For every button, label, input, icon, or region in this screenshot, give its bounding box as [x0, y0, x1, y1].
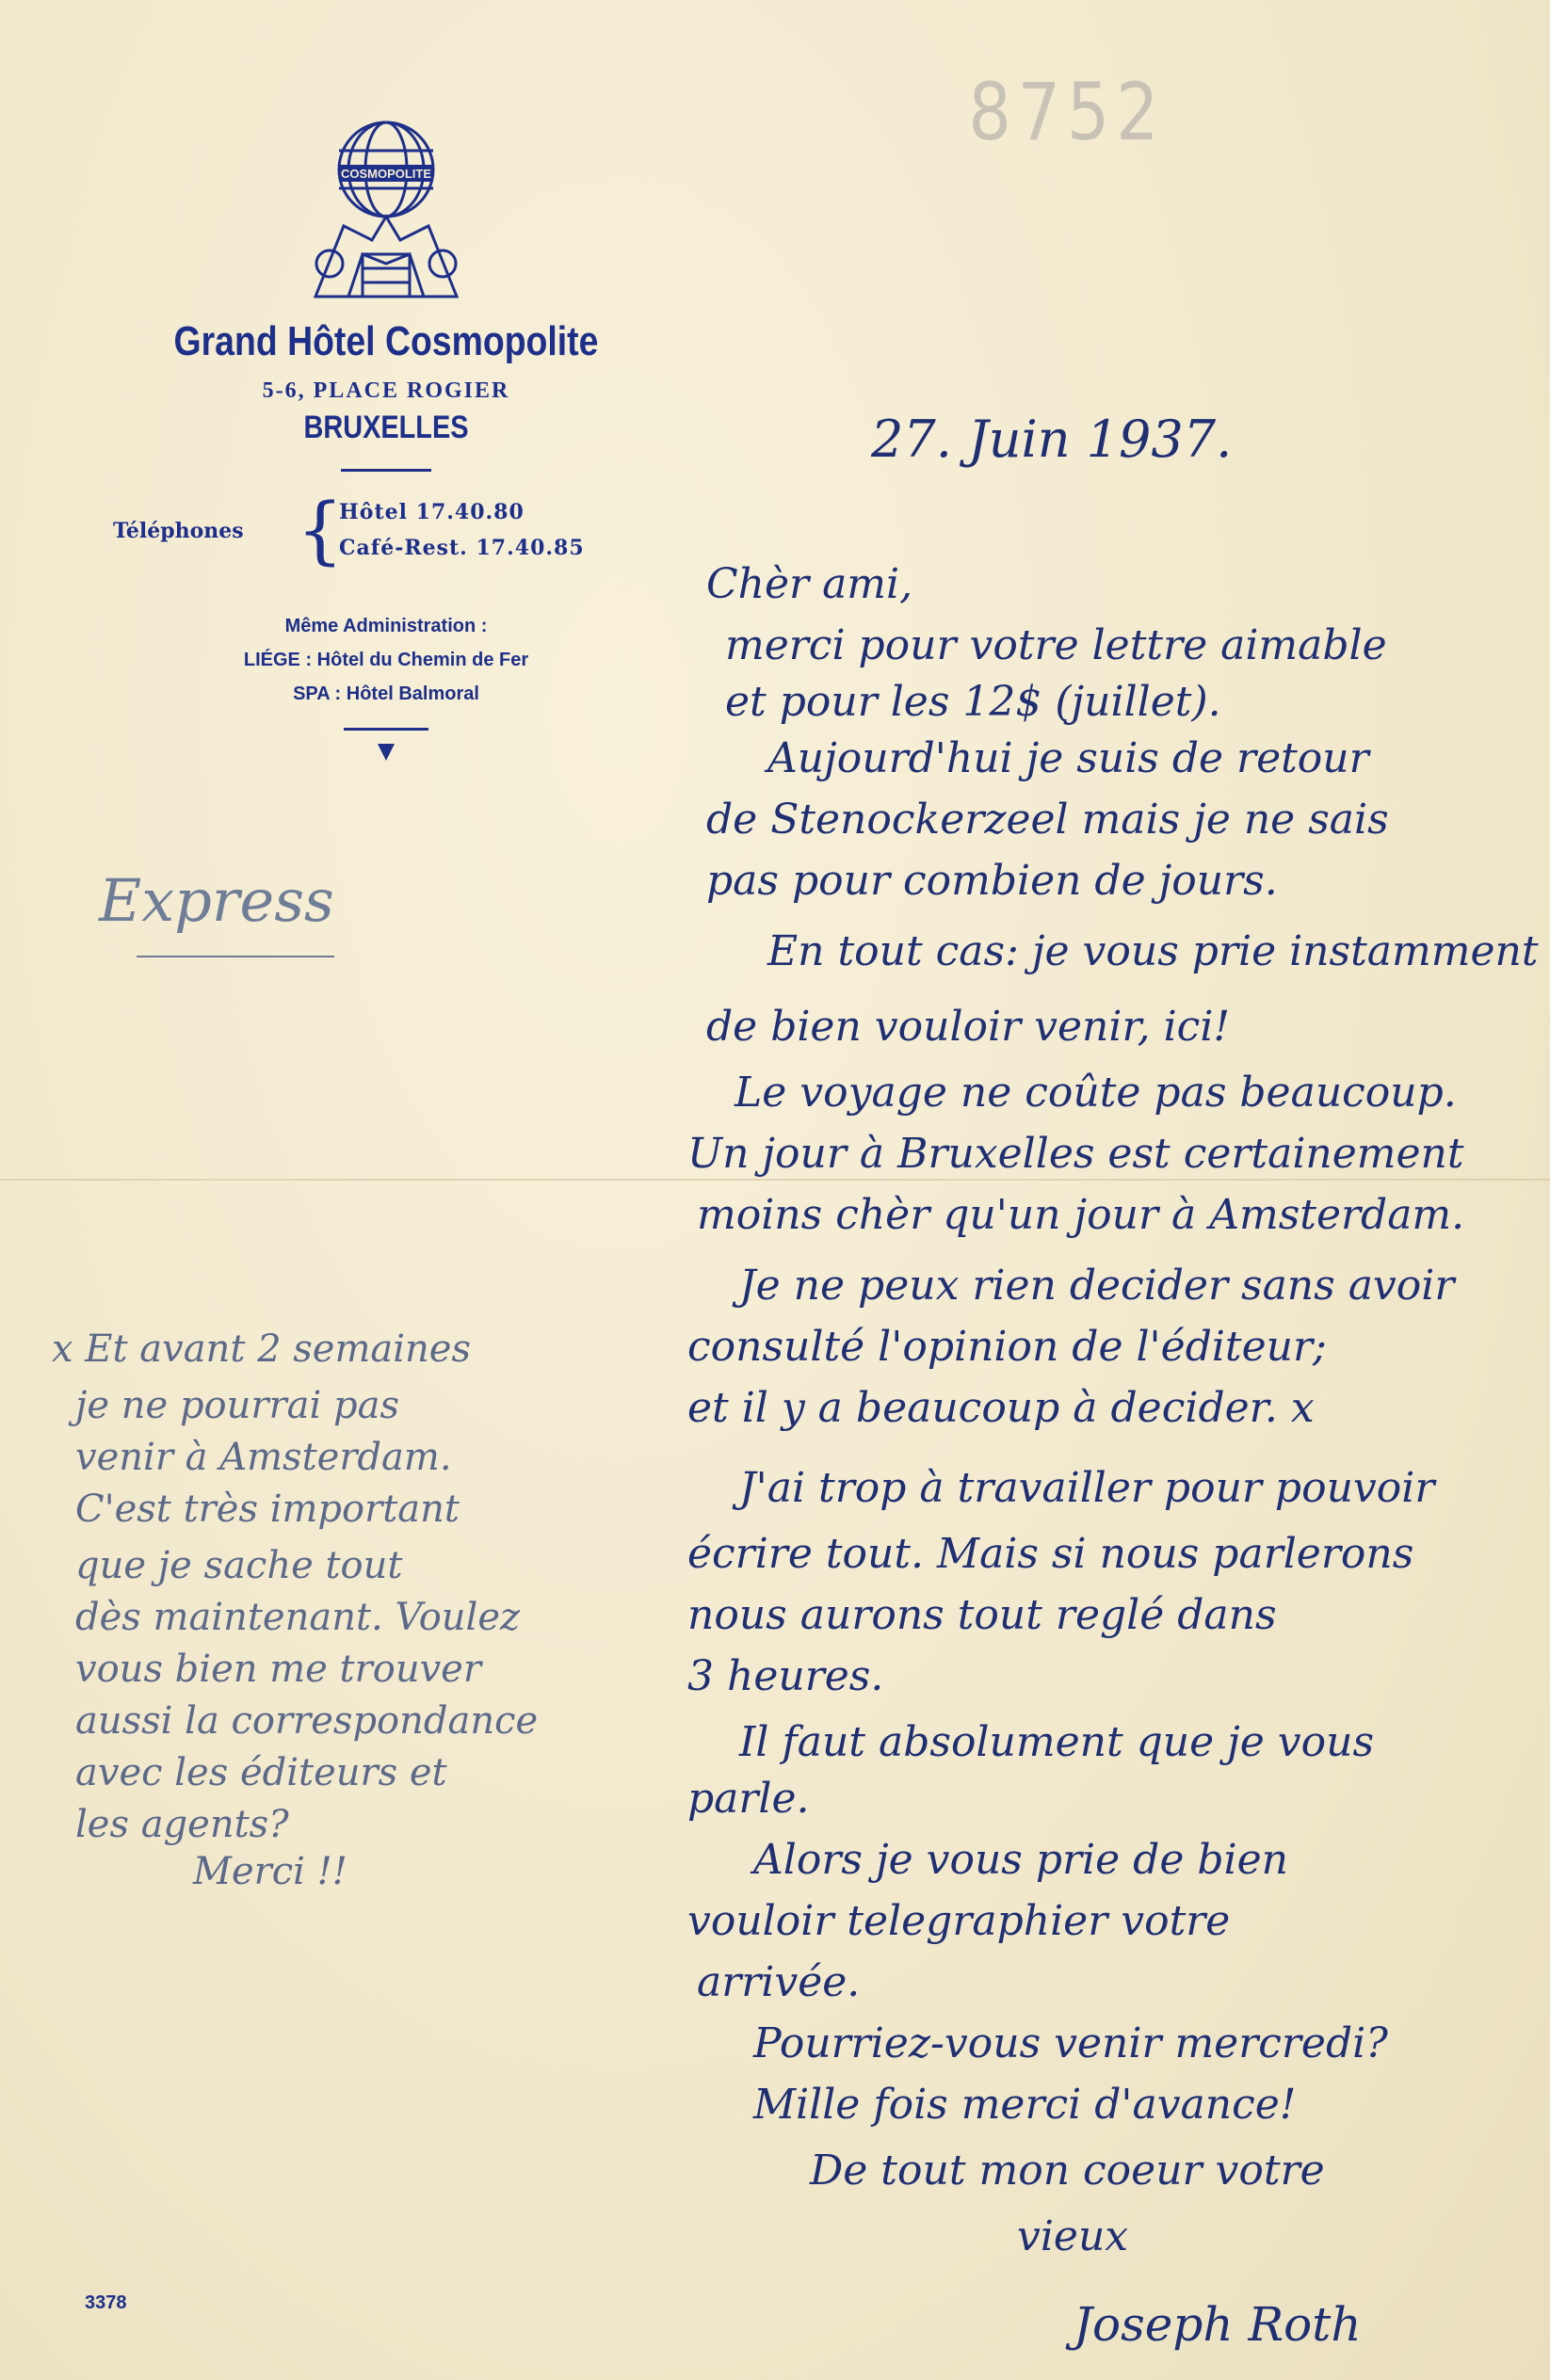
- express-note: Express: [99, 866, 334, 935]
- letterhead: [104, 113, 669, 761]
- body-line: arrivée.: [697, 1958, 861, 2006]
- hotel-city: BRUXELLES: [303, 410, 469, 445]
- body-line: Un jour à Bruxelles est certainement: [687, 1130, 1464, 1178]
- admin-liege: LIÉGE : Hôtel du Chemin de Fer: [243, 650, 529, 670]
- body-line: et il y a beaucoup à decider. x: [687, 1384, 1315, 1432]
- phones-label: Téléphones: [113, 519, 244, 543]
- body-line: merci pour votre lettre aimable: [725, 621, 1387, 669]
- body-line: parle.: [687, 1775, 810, 1823]
- globe-statue-icon: [297, 113, 476, 301]
- archive-stamp: 8752: [968, 66, 1166, 158]
- body-line: Il faut absolument que je vous: [739, 1718, 1375, 1766]
- paper-fold: [0, 1179, 1550, 1181]
- express-underline: [137, 956, 334, 957]
- body-line: de Stenockerzeel mais je ne sais: [706, 796, 1389, 844]
- body-line: Le voyage ne coûte pas beaucoup.: [735, 1069, 1457, 1117]
- letterhead-divider-2: [344, 728, 428, 731]
- body-line: En tout cas: je vous prie instamment: [767, 927, 1539, 975]
- body-line: J'ai trop à travailler pour pouvoir: [739, 1464, 1435, 1512]
- side-note-line: les agents?: [75, 1803, 289, 1846]
- letterhead-divider: [341, 469, 431, 472]
- side-note-line: dès maintenant. Voulez: [75, 1596, 521, 1639]
- body-line: nous aurons tout reglé dans: [687, 1591, 1277, 1639]
- hotel-name: Grand Hôtel Cosmopolite: [173, 318, 599, 364]
- side-note-line: avec les éditeurs et: [75, 1751, 447, 1794]
- phone-cafe: Café-Rest. 17.40.85: [339, 536, 585, 560]
- side-note-line: x Et avant 2 semaines: [52, 1327, 471, 1371]
- admin-spa: SPA : Hôtel Balmoral: [293, 683, 479, 704]
- side-note-line: je ne pourrai pas: [75, 1384, 399, 1427]
- body-line: vouloir telegraphier votre: [687, 1897, 1231, 1945]
- body-line: Aujourd'hui je suis de retour: [767, 734, 1369, 782]
- closing: De tout mon coeur votre: [810, 2147, 1325, 2195]
- signature: Joseph Roth: [1074, 2297, 1362, 2352]
- side-note-line: venir à Amsterdam.: [75, 1436, 452, 1479]
- closing-vieux: vieux: [1017, 2212, 1129, 2260]
- letter-date: 27. Juin 1937.: [871, 410, 1233, 469]
- body-line: de bien vouloir venir, ici!: [706, 1003, 1231, 1051]
- triangle-down-icon: [378, 744, 395, 761]
- phone-hotel: Hôtel 17.40.80: [339, 500, 525, 524]
- body-line: Je ne peux rien decider sans avoir: [739, 1262, 1455, 1310]
- phone-block: [104, 489, 669, 573]
- admin-title: Même Administration :: [284, 616, 488, 636]
- body-line: Alors je vous prie de bien: [753, 1836, 1288, 1884]
- body-line: moins chèr qu'un jour à Amsterdam.: [697, 1191, 1465, 1239]
- side-note-line: que je sache tout: [75, 1544, 403, 1587]
- hotel-address: 5-6, PLACE ROGIER: [262, 378, 510, 403]
- administration-block: [104, 609, 669, 711]
- body-line: et pour les 12$ (juillet).: [725, 678, 1221, 726]
- side-note-line: Merci !!: [193, 1850, 347, 1893]
- logo-label: COSMOPOLITE: [340, 167, 432, 181]
- body-line: Pourriez-vous venir mercredi?: [753, 2019, 1388, 2067]
- body-line: 3 heures.: [687, 1652, 884, 1700]
- document-number: 3378: [85, 2292, 127, 2313]
- brace-icon: {: [297, 489, 344, 573]
- body-line: écrire tout. Mais si nous parlerons: [687, 1530, 1414, 1578]
- body-line: consulté l'opinion de l'éditeur;: [687, 1323, 1327, 1371]
- body-line: Mille fois merci d'avance!: [753, 2081, 1297, 2129]
- side-note-line: aussi la correspondance: [75, 1699, 539, 1743]
- side-note-line: vous bien me trouver: [75, 1648, 481, 1691]
- salutation: Chèr ami,: [706, 560, 913, 608]
- side-note-line: C'est très important: [75, 1488, 460, 1531]
- body-line: pas pour combien de jours.: [706, 857, 1278, 905]
